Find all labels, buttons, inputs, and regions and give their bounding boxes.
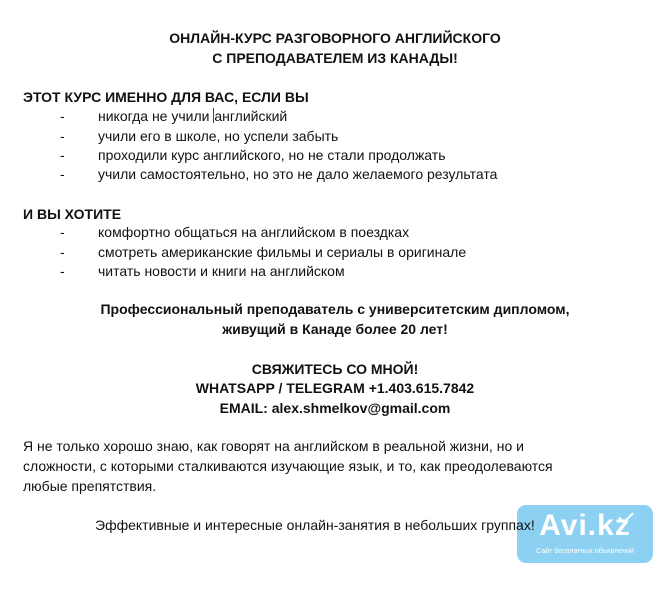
- contact-phone: WHATSAPP / TELEGRAM +1.403.615.7842: [195, 380, 475, 396]
- list-item: [0, 164, 670, 184]
- bullet-dash: -: [60, 128, 65, 144]
- watermark-logo: Avi.kz: [539, 509, 631, 542]
- list-item-text: смотреть американские фильмы и сериалы в оригинале: [98, 244, 467, 260]
- bullet-dash: -: [60, 263, 65, 279]
- about-line-2: сложности, с которыми сталкиваются изучающие язык, и то, как преодолеваются: [23, 458, 553, 474]
- list-item: [0, 126, 670, 146]
- bullet-dash: -: [60, 244, 65, 260]
- bullet-dash: -: [60, 166, 65, 182]
- bullet-dash: -: [60, 108, 65, 124]
- list-item-text: учили самостоятельно, но это не дало желаемого результата: [98, 166, 498, 182]
- teacher-line-2: живущий в Канаде более 20 лет!: [222, 321, 448, 337]
- section-heading-you-want: И ВЫ ХОТИТЕ: [23, 206, 122, 222]
- section-heading-for-you: ЭТОТ КУРС ИМЕННО ДЛЯ ВАС, ЕСЛИ ВЫ: [23, 89, 309, 105]
- watermark-subtitle: Сайт бесплатных объявлений: [536, 548, 634, 555]
- list-item-text: комфортно общаться на английском в поездках: [98, 224, 410, 240]
- bullet-dash: -: [60, 147, 65, 163]
- list-item-text: учили его в школе, но успели забыть: [98, 128, 339, 144]
- contact-heading: СВЯЖИТЕСЬ СО МНОЙ!: [251, 361, 419, 377]
- title-line-1: ОНЛАЙН-КУРС РАЗГОВОРНОГО АНГЛИЙСКОГО: [169, 30, 501, 46]
- tagline: Эффективные и интересные онлайн-занятия в небольших группах!: [95, 517, 535, 533]
- list-item: [0, 242, 670, 262]
- list-item-text: проходили курс английского, но не стали продолжать: [98, 147, 446, 163]
- list-item-text: читать новости и книги на английском: [98, 263, 345, 279]
- list-item: [0, 145, 670, 165]
- list-item: [0, 261, 670, 281]
- list-item-text: [98, 106, 287, 126]
- avi-kz-watermark: [517, 505, 653, 563]
- list-item: [0, 222, 670, 242]
- contact-email: EMAIL: alex.shmelkov@gmail.com: [219, 400, 451, 416]
- teacher-line-1: Профессиональный преподаватель с университетским дипломом,: [100, 301, 570, 317]
- list-item-text-part: никогда не учили: [98, 108, 214, 124]
- list-item-text-part: английский: [214, 108, 288, 124]
- bullet-dash: -: [60, 224, 65, 240]
- list-item: [0, 106, 670, 126]
- about-line-3: любые препятствия.: [23, 478, 157, 494]
- about-line-1: Я не только хорошо знаю, как говорят на английском в реальной жизни, но и: [23, 438, 524, 454]
- title-line-2: С ПРЕПОДАВАТЕЛЕМ ИЗ КАНАДЫ!: [212, 50, 458, 66]
